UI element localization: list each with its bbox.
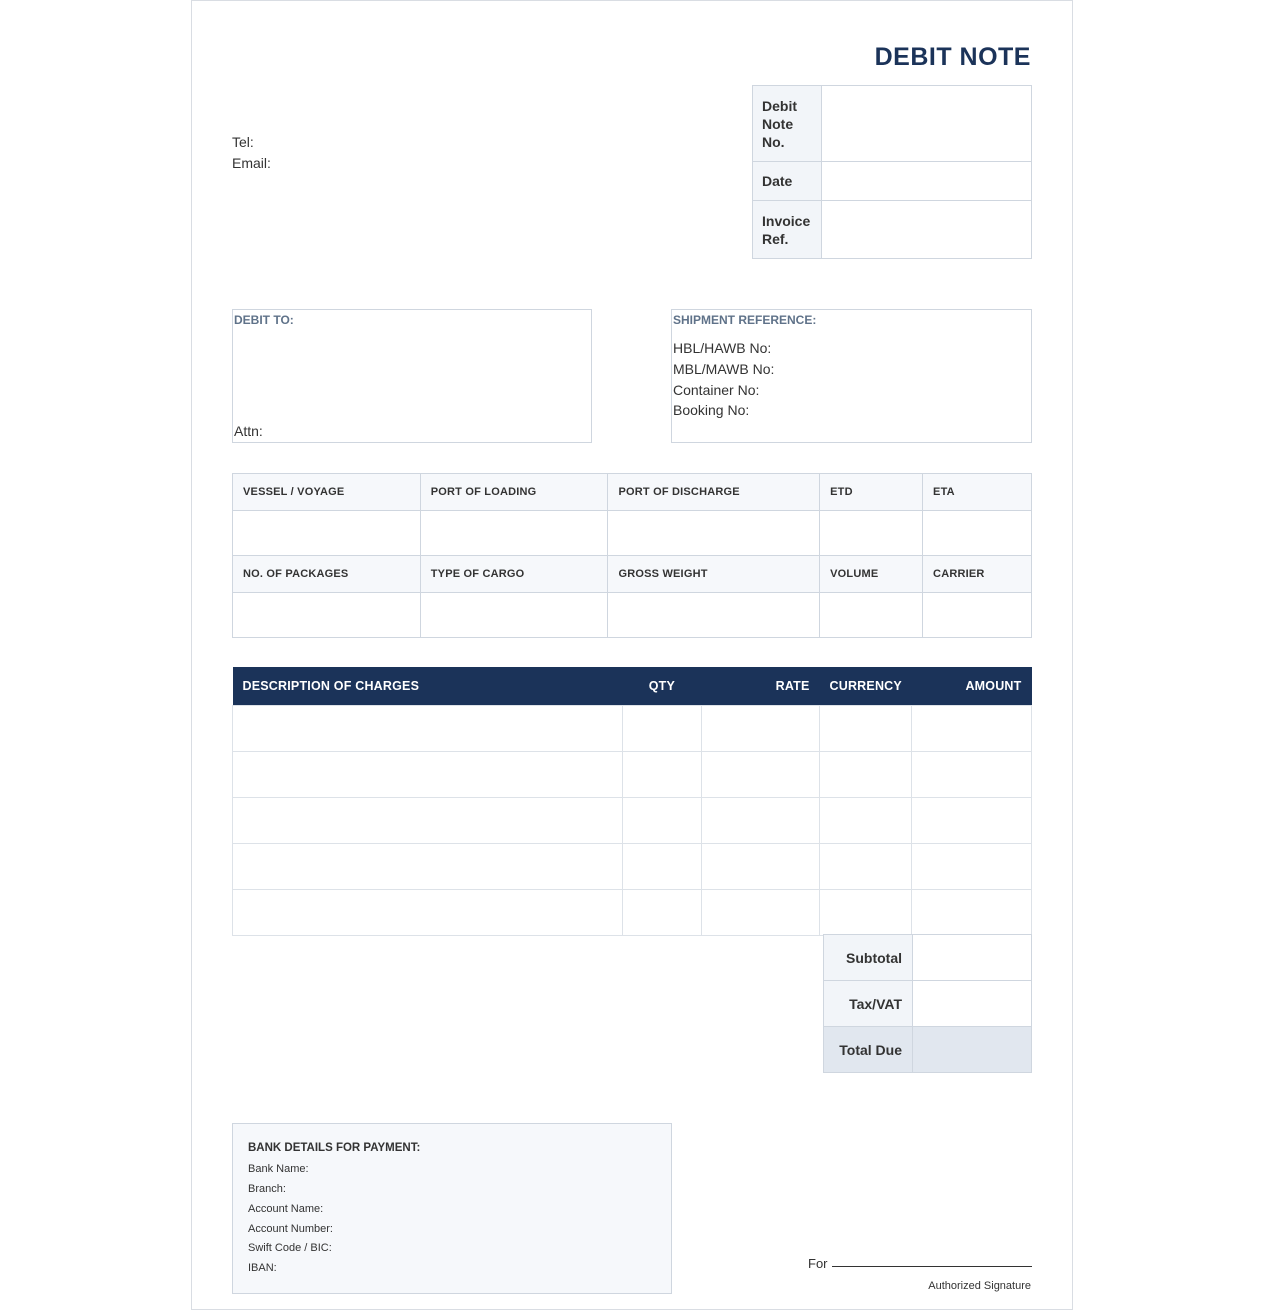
rate-header: RATE bbox=[701, 667, 819, 705]
amount-header: AMOUNT bbox=[912, 667, 1032, 705]
document-title: DEBIT NOTE bbox=[874, 43, 1031, 71]
description-cell[interactable] bbox=[233, 705, 623, 751]
total-due-field[interactable] bbox=[913, 1027, 1032, 1073]
hbl-label: HBL/HAWB No: bbox=[673, 340, 772, 356]
etd-header: ETD bbox=[820, 474, 923, 511]
tax-field[interactable] bbox=[913, 981, 1032, 1027]
charge-row bbox=[233, 705, 1032, 751]
volume-field[interactable] bbox=[820, 593, 923, 638]
currency-cell[interactable] bbox=[820, 705, 912, 751]
currency-cell[interactable] bbox=[820, 889, 912, 935]
description-cell[interactable] bbox=[233, 797, 623, 843]
gross-weight-field[interactable] bbox=[608, 593, 820, 638]
qty-cell[interactable] bbox=[623, 797, 702, 843]
no-of-packages-field[interactable] bbox=[233, 593, 421, 638]
signature-line[interactable] bbox=[832, 1266, 1032, 1267]
no-of-packages-header: NO. OF PACKAGES bbox=[233, 556, 421, 593]
mbl-label: MBL/MAWB No: bbox=[673, 361, 775, 377]
amount-cell[interactable] bbox=[912, 843, 1032, 889]
shipment-details-grid bbox=[232, 473, 1032, 638]
qty-cell[interactable] bbox=[623, 889, 702, 935]
vessel-voyage-field[interactable] bbox=[233, 511, 421, 556]
rate-cell[interactable] bbox=[701, 843, 819, 889]
bank-details-heading: BANK DETAILS FOR PAYMENT: bbox=[248, 1142, 421, 1154]
qty-cell[interactable] bbox=[623, 705, 702, 751]
debit-note-no-label: Debit Note No. bbox=[753, 86, 822, 162]
account-number-label: Account Number: bbox=[248, 1223, 333, 1235]
rate-cell[interactable] bbox=[701, 889, 819, 935]
invoice-ref-label: Invoice Ref. bbox=[753, 201, 822, 259]
iban-label: IBAN: bbox=[248, 1262, 277, 1274]
description-cell[interactable] bbox=[233, 843, 623, 889]
currency-cell[interactable] bbox=[820, 751, 912, 797]
tax-label: Tax/VAT bbox=[824, 981, 913, 1027]
container-label: Container No: bbox=[673, 382, 760, 398]
invoice-ref-field[interactable] bbox=[822, 201, 1032, 259]
branch-label: Branch: bbox=[248, 1183, 286, 1195]
debit-to-heading: DEBIT TO: bbox=[234, 313, 294, 327]
currency-header: CURRENCY bbox=[820, 667, 912, 705]
debit-to-box[interactable] bbox=[232, 309, 592, 443]
port-of-discharge-field[interactable] bbox=[608, 511, 820, 556]
signature-for-label: For bbox=[808, 1256, 828, 1271]
currency-cell[interactable] bbox=[820, 797, 912, 843]
booking-label: Booking No: bbox=[673, 402, 750, 418]
carrier-header: CARRIER bbox=[923, 556, 1032, 593]
eta-field[interactable] bbox=[923, 511, 1032, 556]
volume-header: VOLUME bbox=[820, 556, 923, 593]
date-field[interactable] bbox=[822, 162, 1032, 201]
qty-cell[interactable] bbox=[623, 843, 702, 889]
amount-cell[interactable] bbox=[912, 889, 1032, 935]
port-of-discharge-header: PORT OF DISCHARGE bbox=[608, 474, 820, 511]
rate-cell[interactable] bbox=[701, 797, 819, 843]
description-header: DESCRIPTION OF CHARGES bbox=[233, 667, 623, 705]
company-email-label: Email: bbox=[232, 155, 271, 171]
charges-table bbox=[232, 667, 1032, 936]
bank-name-label: Bank Name: bbox=[248, 1163, 309, 1175]
debit-note-no-field[interactable] bbox=[822, 86, 1032, 162]
eta-header: ETA bbox=[923, 474, 1032, 511]
charge-row bbox=[233, 797, 1032, 843]
account-name-label: Account Name: bbox=[248, 1203, 324, 1215]
currency-cell[interactable] bbox=[820, 843, 912, 889]
type-of-cargo-header: TYPE OF CARGO bbox=[420, 556, 608, 593]
vessel-voyage-header: VESSEL / VOYAGE bbox=[233, 474, 421, 511]
carrier-field[interactable] bbox=[923, 593, 1032, 638]
port-of-loading-field[interactable] bbox=[420, 511, 608, 556]
rate-cell[interactable] bbox=[701, 751, 819, 797]
qty-header: QTY bbox=[623, 667, 702, 705]
subtotal-field[interactable] bbox=[913, 935, 1032, 981]
etd-field[interactable] bbox=[820, 511, 923, 556]
date-label: Date bbox=[753, 162, 822, 201]
bank-details-box bbox=[232, 1123, 672, 1294]
total-due-label: Total Due bbox=[824, 1027, 913, 1073]
amount-cell[interactable] bbox=[912, 751, 1032, 797]
description-cell[interactable] bbox=[233, 889, 623, 935]
amount-cell[interactable] bbox=[912, 797, 1032, 843]
port-of-loading-header: PORT OF LOADING bbox=[420, 474, 608, 511]
rate-cell[interactable] bbox=[701, 705, 819, 751]
shipment-reference-box[interactable] bbox=[671, 309, 1032, 443]
charge-row bbox=[233, 889, 1032, 935]
charge-row bbox=[233, 843, 1032, 889]
subtotal-label: Subtotal bbox=[824, 935, 913, 981]
amount-cell[interactable] bbox=[912, 705, 1032, 751]
type-of-cargo-field[interactable] bbox=[420, 593, 608, 638]
swift-code-label: Swift Code / BIC: bbox=[248, 1242, 332, 1254]
description-cell[interactable] bbox=[233, 751, 623, 797]
totals-table bbox=[823, 934, 1032, 1073]
document-meta-table bbox=[752, 85, 1032, 259]
debit-note-page bbox=[191, 0, 1073, 1310]
shipment-reference-heading: SHIPMENT REFERENCE: bbox=[673, 313, 817, 327]
charge-row bbox=[233, 751, 1032, 797]
gross-weight-header: GROSS WEIGHT bbox=[608, 556, 820, 593]
company-tel-label: Tel: bbox=[232, 134, 254, 150]
qty-cell[interactable] bbox=[623, 751, 702, 797]
attn-label: Attn: bbox=[234, 423, 263, 439]
authorized-signature-label: Authorized Signature bbox=[928, 1280, 1031, 1292]
